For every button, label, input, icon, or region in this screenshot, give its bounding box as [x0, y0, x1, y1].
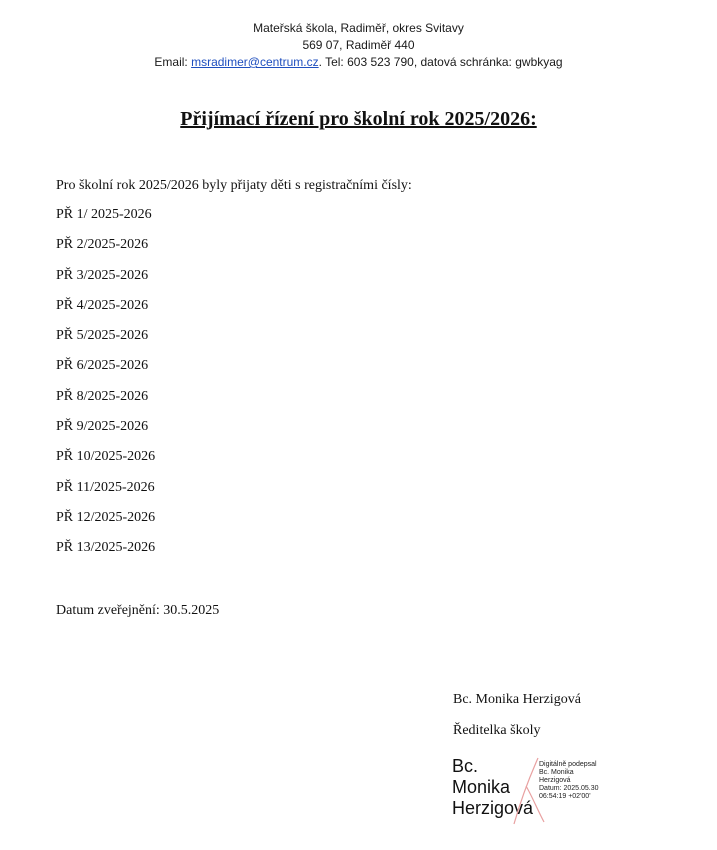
- registration-item: PŘ 13/2025-2026: [56, 540, 156, 556]
- registration-item: PŘ 1/ 2025-2026: [56, 207, 152, 222]
- digital-signature-name-line: Bc.: [452, 756, 479, 776]
- registration-item: PŘ 11/2025-2026: [56, 479, 155, 495]
- digital-signature-name-line: Herzigová: [452, 798, 534, 818]
- digital-signature-block: [452, 756, 642, 826]
- digital-signature-detail-line: Datum: 2025.05.30: [539, 785, 599, 792]
- digital-signature-detail-line: 06:54:19 +02'00': [539, 793, 591, 800]
- registration-item: PŘ 12/2025-2026: [56, 509, 156, 525]
- school-header: [0, 20, 717, 71]
- registration-item: PŘ 9/2025-2026: [56, 419, 149, 435]
- registration-item: PŘ 6/2025-2026: [56, 358, 149, 374]
- publication-date: Datum zveřejnění: 30.5.2025: [56, 603, 220, 618]
- registration-item: PŘ 2/2025-2026: [56, 237, 149, 253]
- signatory-role: Ředitelka školy: [453, 723, 541, 738]
- digital-signature-detail-line: Bc. Monika: [539, 769, 574, 776]
- contact-details: . Tel: 603 523 790, datová schránka: gwbkyag: [318, 55, 563, 69]
- registration-item: PŘ 5/2025-2026: [56, 328, 149, 344]
- digital-signature-detail-line: Herzigová: [539, 777, 571, 784]
- document-title: Přijímací řízení pro školní rok 2025/2026:: [180, 108, 537, 130]
- registration-item: PŘ 4/2025-2026: [56, 297, 149, 313]
- registration-item: PŘ 8/2025-2026: [56, 388, 149, 404]
- registration-item: PŘ 3/2025-2026: [56, 267, 149, 283]
- digital-signature-details: [539, 761, 599, 801]
- digital-signature-name-line: Monika: [452, 777, 511, 797]
- intro-text: Pro školní rok 2025/2026 byly přijaty děti s registračními čísly:: [56, 178, 412, 193]
- school-address-line: 569 07, Radiměř 440: [302, 38, 415, 52]
- registration-item: PŘ 10/2025-2026: [56, 449, 156, 465]
- signatory-name: Bc. Monika Herzigová: [453, 692, 581, 707]
- school-contact-line: [0, 54, 717, 71]
- registration-list: [56, 207, 155, 571]
- school-name-line: Mateřská škola, Radiměř, okres Svitavy: [253, 21, 464, 35]
- digital-signature-detail-line: Digitálně podepsal: [539, 761, 597, 768]
- email-link[interactable]: msradimer@centrum.cz: [191, 55, 319, 69]
- email-label: Email:: [154, 55, 192, 69]
